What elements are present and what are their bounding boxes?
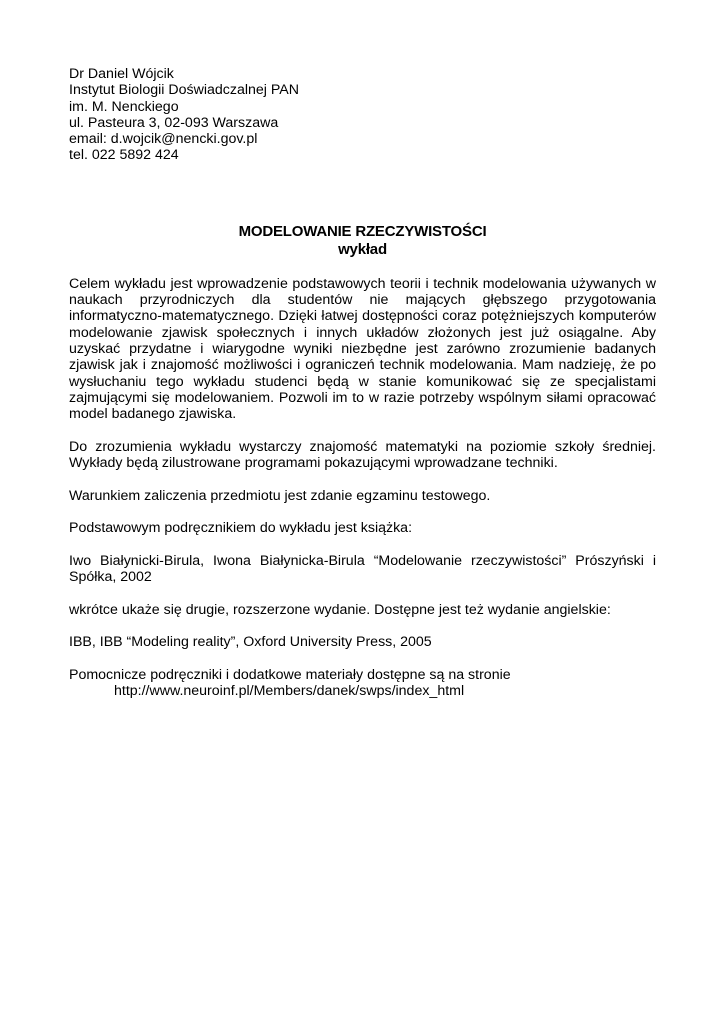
- author-institute-patron: im. M. Nenckiego: [69, 98, 179, 115]
- paragraph-textbook-reference: Iwo Białynicki-Birula, Iwona Białynicka-Birula “Modelowanie rzeczywistości” Prószyński i Spółka, 2002: [69, 552, 656, 586]
- author-name: Dr Daniel Wójcik: [69, 66, 174, 82]
- author-address: ul. Pasteura 3, 02-093 Warszawa: [69, 114, 279, 131]
- materials-url-link[interactable]: http://www.neuroinf.pl/Members/danek/swps/index_html: [114, 683, 465, 700]
- paragraph-english-reference: IBB, IBB “Modeling reality”, Oxford University Press, 2005: [69, 634, 432, 651]
- paragraph-new-edition: wkrótce ukaże się drugie, rozszerzone wydanie. Dostępne jest też wydanie angielskie:: [69, 601, 611, 618]
- paragraph-exam: Warunkiem zaliczenia przedmiotu jest zdanie egzaminu testowego.: [69, 487, 491, 504]
- paragraph-intro: Celem wykładu jest wprowadzenie podstawowych teorii i technik modelowania używanych w naukach przyrodniczych dla studentów nie mających głębszego przygotowania informatyczno-matematycznego. Dzięki łatwej dostępności coraz potężniejszych komputerów modelowanie zjawisk społecznych i innych układów złożonych jest już osiągalne. Aby uzyskać przydatne i wiarygodne wyniki niezbędne jest zarówno zrozumienie badanych zjawisk jak i znajomość możliwości i ograniczeń technik modelowania. Mam nadzieję, że po wysłuchaniu tego wykładu studenci będą w stanie komunikować się ze specjalistami zajmującymi się modelowaniem. Pozwoli im to w razie potrzeby wspólnym siłami opracować model badanego zjawiska.: [69, 275, 656, 423]
- author-contact-block: [69, 66, 656, 164]
- document-page: [69, 66, 656, 700]
- paragraph-requirements: Do zrozumienia wykładu wystarczy znajomość matematyki na poziomie szkoły średniej. Wykłady będą zilustrowane programami pokazującymi wprowadzane techniki.: [69, 438, 656, 472]
- paragraph-textbook-intro: Podstawowym podręcznikiem do wykładu jest książka:: [69, 520, 413, 537]
- paragraph-materials: Pomocnicze podręczniki i dodatkowe materiały dostępne są na stronie: [69, 666, 511, 683]
- document-title: MODELOWANIE RZECZYWISTOŚCI: [238, 222, 487, 240]
- paragraph-materials-block: [69, 667, 656, 700]
- author-email: email: d.wojcik@nencki.gov.pl: [69, 131, 258, 148]
- author-phone: tel. 022 5892 424: [69, 147, 179, 164]
- document-body: [69, 276, 656, 700]
- author-institute: Instytut Biologii Doświadczalnej PAN: [69, 82, 299, 99]
- document-title-block: [69, 223, 656, 259]
- document-subtitle: wykład: [338, 240, 387, 258]
